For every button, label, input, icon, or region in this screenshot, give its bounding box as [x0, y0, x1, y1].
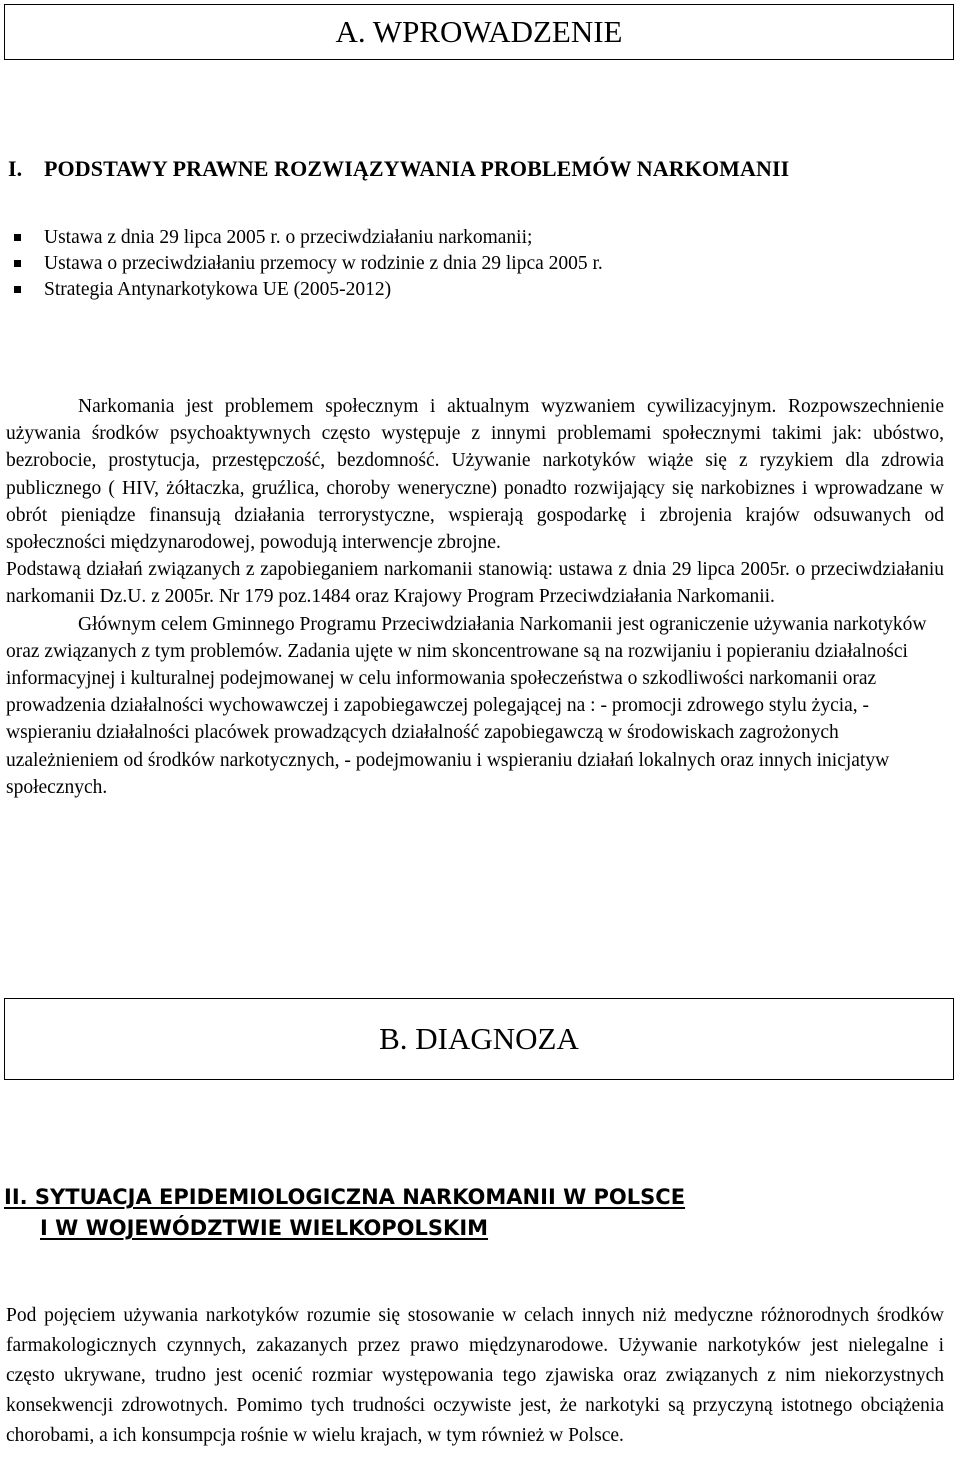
- heading-i-number: I.: [8, 156, 23, 181]
- diagnosis-text: [6, 1301, 944, 1451]
- heading-ii-line1: II. SYTUACJA EPIDEMIOLOGICZNA NARKOMANII W POLSCE: [4, 1185, 686, 1209]
- list-item: Ustawa z dnia 29 lipca 2005 r. o przeciwdziałaniu narkomanii;: [12, 225, 603, 251]
- heading-i: [8, 156, 789, 182]
- section-a-title-box: [4, 4, 954, 60]
- heading-i-text: PODSTAWY PRAWNE ROZWIĄZYWANIA PROBLEMÓW NARKOMANII: [44, 156, 790, 181]
- heading-ii: [4, 1182, 686, 1244]
- intro-paragraph-1: Narkomania jest problemem społecznym i aktualnym wyzwaniem cywilizacyjnym. Rozpowszechnienie używania środków psychoaktywnych często występuje z innymi problemami społecznymi takimi jak: ubóstwo, bezrobocie, prostytucja, przestępczość, bezdomność. Używanie narkotyków wiąże się z ryzykiem dla zdrowia publicznego ( HIV, żółtaczka, gruźlica, choroby weneryczne) ponadto rozwijający się narkobiznes i wprowadzane w obrót pieniądze finansują działania terrorystyczne, wspierają gospodarkę i zbrojenia krajów odsuwanych od społeczności międzynarodowej, powodują interwencje zbrojne.: [6, 396, 944, 554]
- section-b-title: B. DIAGNOZA: [379, 1021, 579, 1056]
- intro-paragraph-3: Głównym celem Gminnego Programu Przeciwdziałania Narkomanii jest ograniczenie używania narkotyków oraz związanych z tym problemów. Zadania ujęte w nim skoncentrowane są na rozwijaniu i popieraniu działalności informacyjnej i kulturalnej podejmowanej w celu informowania społeczeństwa o szkodliwości narkomanii oraz prowadzenia działalności wychowawczej i zapobiegawczej polegającej na : - promocji zdrowego stylu życia, - wspieraniu działalności placówek prowadzących działalność zapobiegawczą w środowiskach zagrożonych uzależnieniem od środków narkotycznych, - podejmowaniu i wspieraniu działań lokalnych oraz innych inicjatyw społecznych.: [6, 613, 927, 798]
- section-b-title-box: [4, 998, 954, 1080]
- list-item: Ustawa o przeciwdziałaniu przemocy w rodzinie z dnia 29 lipca 2005 r.: [12, 251, 603, 277]
- legal-basis-list: [12, 225, 603, 303]
- intro-paragraph-2: Podstawą działań związanych z zapobieganiem narkomanii stanowią: ustawa z dnia 29 lipca 2005r. o przeciwdziałaniu narkomanii Dz.U. z 2005r. Nr 179 poz.1484 oraz Krajowy Program Przeciwdziałania Narkomanii.: [6, 559, 944, 608]
- intro-text: [6, 393, 944, 801]
- section-a-title: A. WPROWADZENIE: [335, 14, 623, 49]
- list-item: Strategia Antynarkotykowa UE (2005-2012): [12, 277, 603, 303]
- heading-ii-line2: I W WOJEWÓDZTWIE WIELKOPOLSKIM: [40, 1216, 489, 1240]
- diagnosis-paragraph: Pod pojęciem używania narkotyków rozumie się stosowanie w celach innych niż medyczne różnorodnych środków farmakologicznych czynnych, zakazanych przez prawo międzynarodowe. Używanie narkotyków jest nielegalne i często ukrywane, trudno jest ocenić rozmiar występowania tego zjawiska oraz związanych z nim niekorzystnych konsekwencji zdrowotnych. Pomimo tych trudności oczywiste jest, że narkotyki są przyczyną istotnego obciążenia chorobami, a ich konsumpcja rośnie w wielu krajach, w tym również w Polsce.: [6, 1305, 944, 1446]
